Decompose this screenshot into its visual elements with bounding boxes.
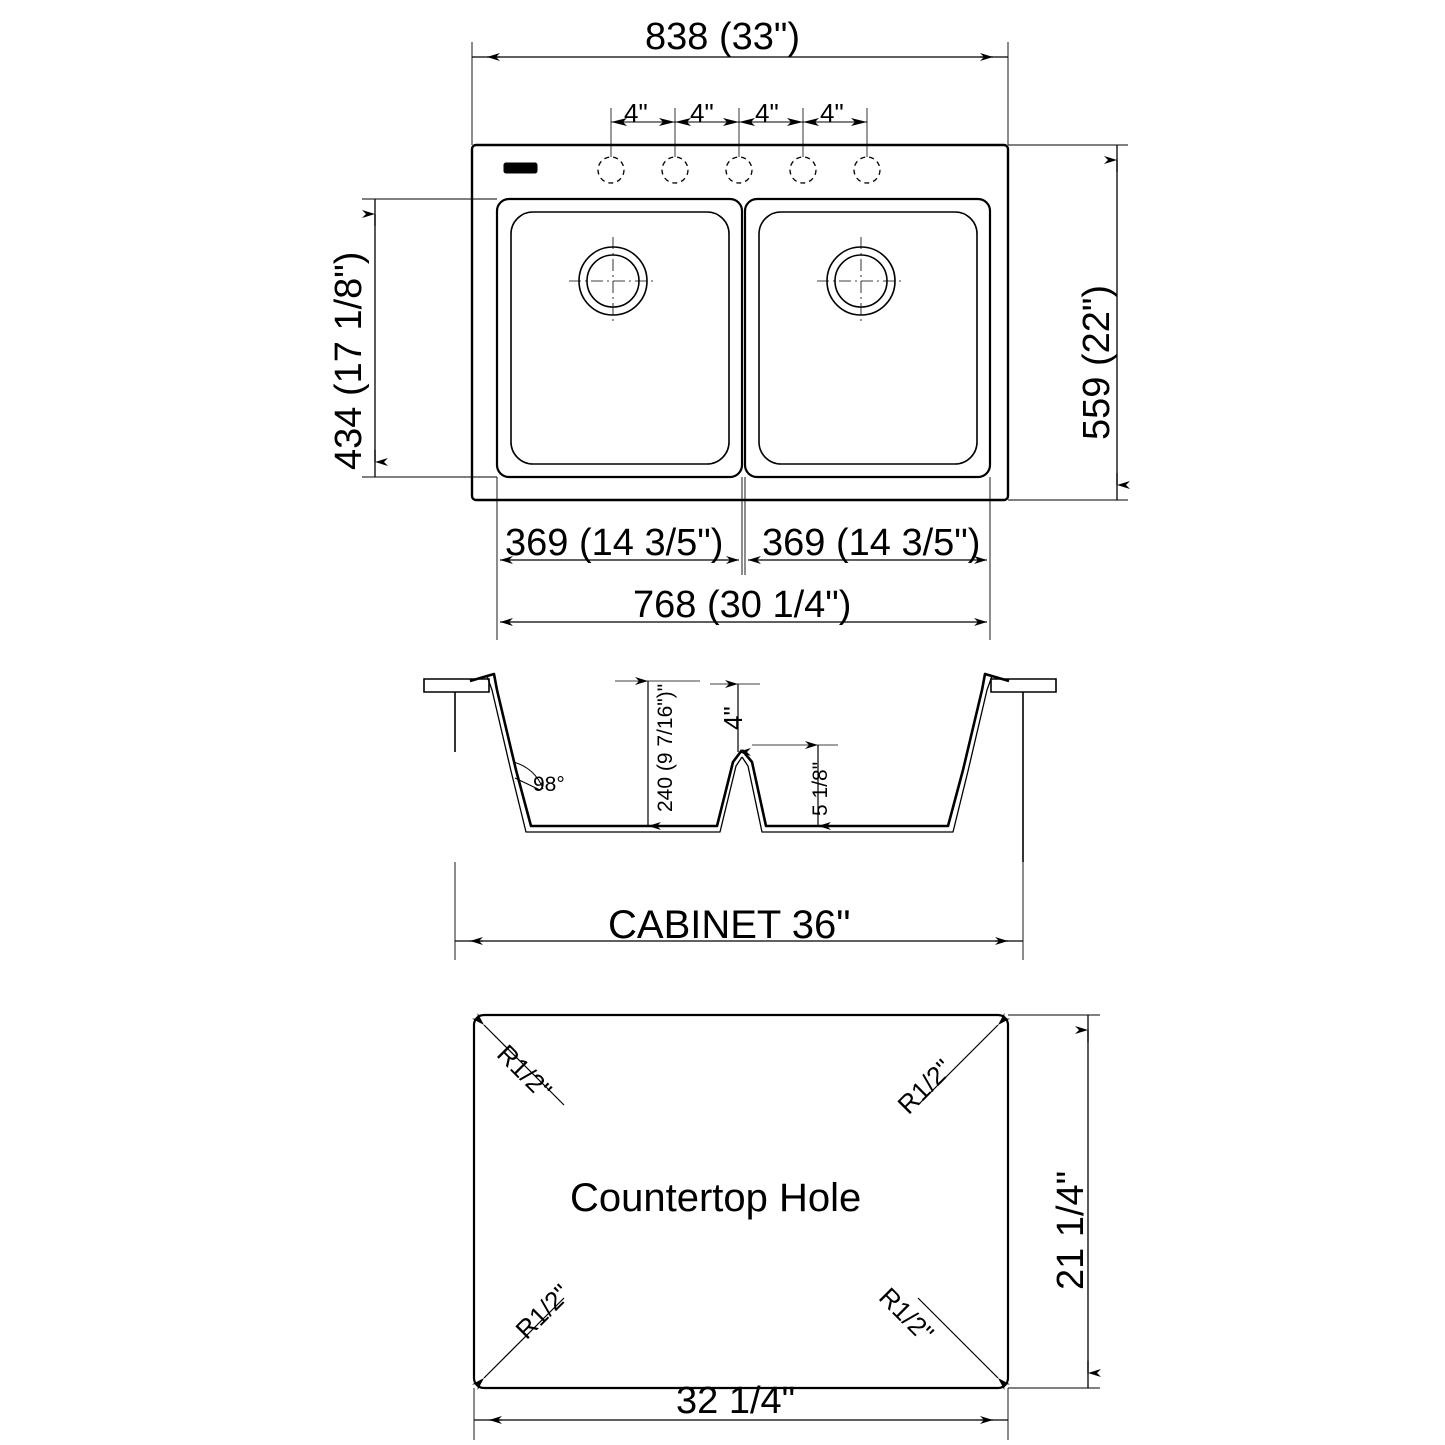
dim-divider-height-label: 4" xyxy=(718,706,748,730)
corner-radius-bottom-right-label: R1/2" xyxy=(873,1281,940,1349)
dim-hole-spacing-2-label: 4" xyxy=(690,98,714,128)
corner-radius-top-right-label: R1/2" xyxy=(891,1053,959,1120)
dim-hole-spacing-3-label: 4" xyxy=(755,98,779,128)
dim-right-bowl-width-label: 369 (14 3/5") xyxy=(762,522,981,564)
dim-divider-offset-label: 5 1/8" xyxy=(809,761,832,816)
dim-left-bowl-width-label: 369 (14 3/5") xyxy=(505,522,724,564)
dim-hole-spacing-4-label: 4" xyxy=(820,98,844,128)
corner-radius-top-left-label: R1/2" xyxy=(491,1038,558,1106)
dim-bowl-height-label: 240 (9 7/16")" xyxy=(654,683,677,812)
dim-cutout-height-label: 21 1/4" xyxy=(1050,1170,1092,1290)
dim-inner-width-label: 768 (30 1/4") xyxy=(633,584,852,626)
dim-overall-depth-label: 559 (22") xyxy=(1076,284,1118,440)
corner-radius-bottom-left-label: R1/2" xyxy=(509,1278,577,1345)
dim-hole-spacing-1-label: 4" xyxy=(624,98,648,128)
dim-cutout-width-label: 32 1/4" xyxy=(676,1380,796,1422)
cabinet-size-label: CABINET 36" xyxy=(608,903,851,947)
dim-bowl-depth-label: 434 (17 1/8") xyxy=(328,251,370,470)
countertop-hole-label: Countertop Hole xyxy=(570,1176,862,1220)
angle-98-label: 98° xyxy=(533,773,565,796)
dim-overall-width-label: 838 (33") xyxy=(645,16,801,58)
